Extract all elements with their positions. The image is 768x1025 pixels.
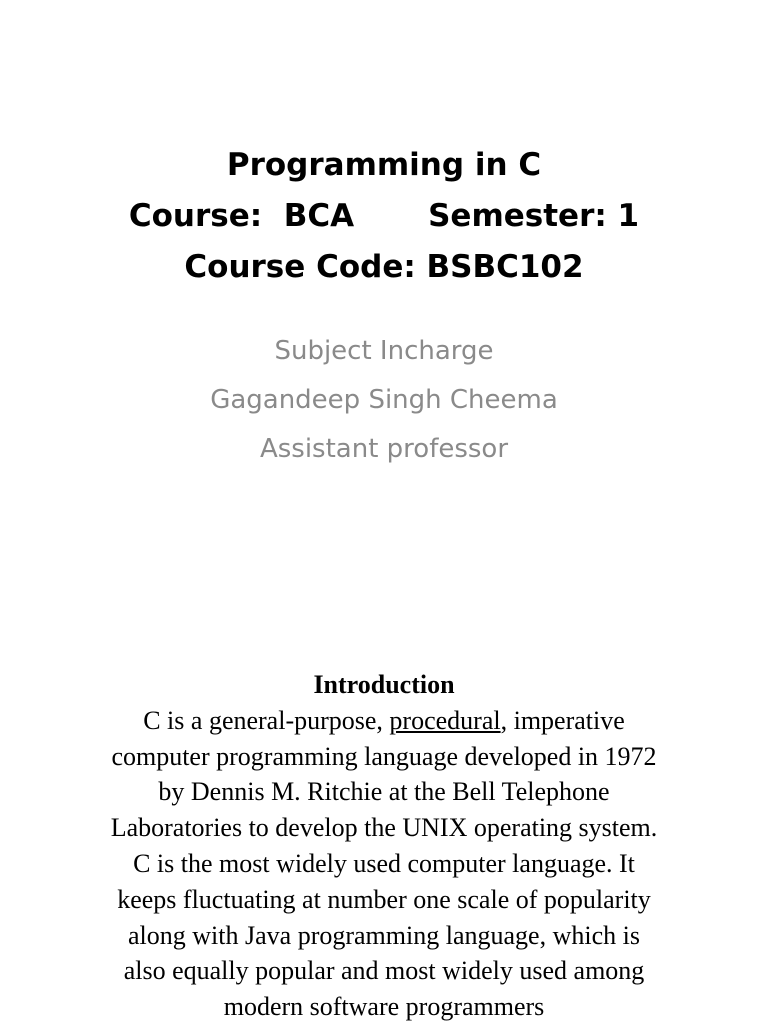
intro-line-3: by Dennis M. Ritchie at the Bell Telephone — [158, 777, 610, 807]
intro-line-1-start: C is a general-purpose, — [143, 705, 390, 735]
intro-line-6: keeps fluctuating at number one scale of popularity — [117, 884, 651, 914]
course-title: Programming in C — [226, 147, 542, 183]
introduction-section — [40, 667, 728, 1025]
intro-line-5: C is the most widely used computer language. It — [133, 848, 635, 878]
intro-line-8: also equally popular and most widely used among — [123, 956, 645, 986]
subtitle-block — [0, 327, 768, 474]
intro-line-1 — [40, 703, 728, 739]
instructor-title: Assistant professor — [259, 434, 509, 464]
semester-label: Semester: 1 — [428, 198, 640, 234]
procedural-link[interactable]: procedural — [389, 705, 501, 735]
course-label: Course: BCA — [128, 198, 355, 234]
subject-incharge-label: Subject Incharge — [274, 336, 494, 366]
intro-line-7: along with Java programming language, which is — [128, 920, 640, 950]
course-info-line — [0, 191, 768, 242]
intro-line-9: modern software programmers — [223, 992, 545, 1022]
instructor-name: Gagandeep Singh Cheema — [210, 385, 558, 415]
title-block — [0, 140, 768, 293]
intro-line-1-end: , imperative — [500, 705, 625, 735]
course-code: Course Code: BSBC102 — [184, 249, 584, 285]
introduction-heading: Introduction — [313, 670, 455, 699]
intro-line-4: Laboratories to develop the UNIX operating system. — [110, 813, 658, 843]
intro-line-2: computer programming language developed in 1972 — [111, 741, 657, 771]
